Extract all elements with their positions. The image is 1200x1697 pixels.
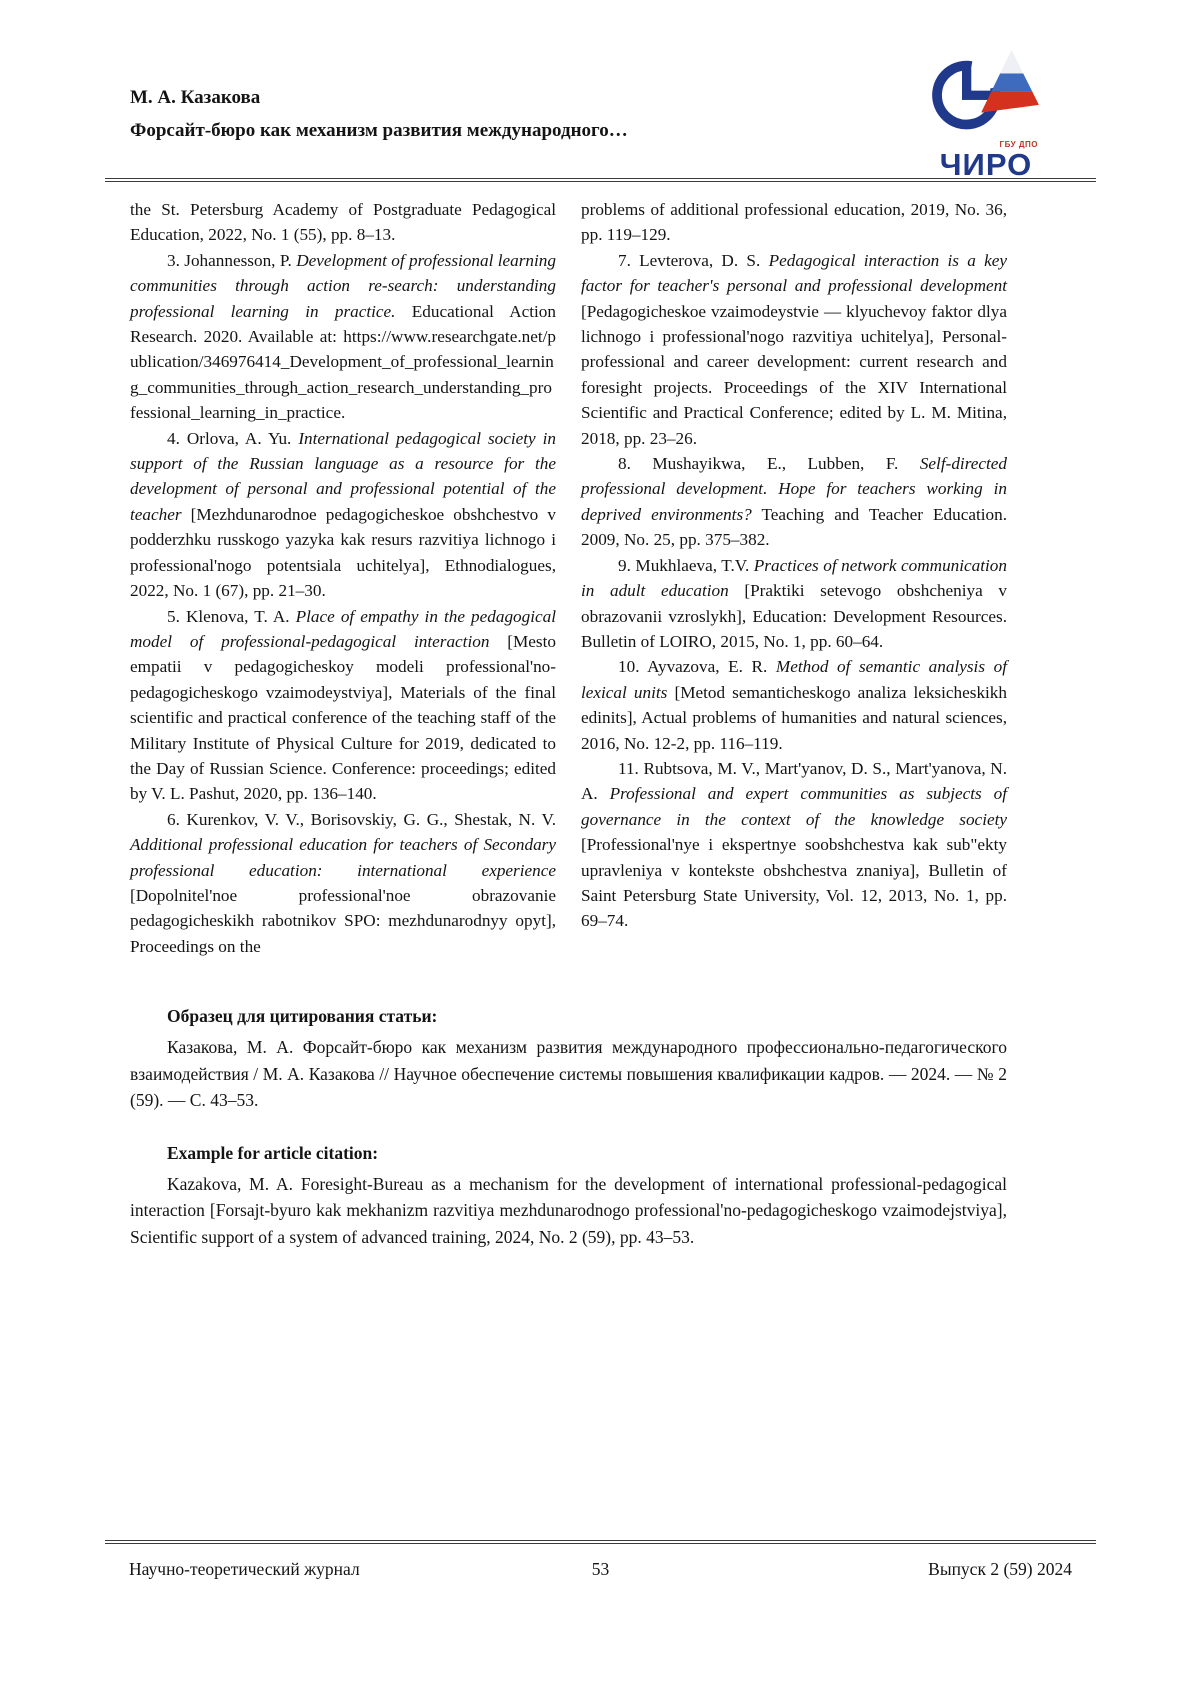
running-title: Форсайт-бюро как механизм развития международного… bbox=[130, 120, 628, 141]
journal-type: Научно-теоретический журнал bbox=[129, 1559, 360, 1579]
reference-text-segment: [Mezhdunarodnoe pedagogicheskoe obshchestvo v podderzhku russkogo yazyka kak resurs razvitiya lichnogo i professional'nogo potentsiala uchitelya], Ethnodialogues, 2022, No. 1 (67), pp. 21–30. bbox=[130, 504, 556, 601]
page-number: 53 bbox=[591, 1559, 610, 1579]
logo-subtext: ГБУ ДПО bbox=[999, 140, 1038, 149]
reference-paragraph bbox=[581, 553, 1007, 655]
letter-l-mark bbox=[962, 69, 993, 100]
references-right-column bbox=[581, 197, 1007, 959]
citation-heading-ru: Образец для цитирования статьи: bbox=[167, 1006, 438, 1027]
sail-flag-icon bbox=[976, 48, 1045, 115]
reference-text-segment: [Praktiki setevogo obshcheniya v obrazovanii vzroslykh], Education: Development Resources. Bulletin of LOIRO, 2015, No. 1, pp. 60–64. bbox=[581, 581, 1007, 651]
reference-text-segment: [Dopolnitel'noe professional'noe obrazovanie pedagogicheskikh rabotnikov SPO: mezhdunarodnyy opyt], Proceedings on the bbox=[130, 885, 556, 956]
reference-title-italic: Practices of network communication in adult education bbox=[581, 555, 1007, 601]
author-name: М. А. Казакова bbox=[130, 87, 261, 108]
header-divider bbox=[105, 178, 1096, 182]
reference-text-segment: problems of additional professional education, 2019, No. 36, pp. 119–129. bbox=[581, 200, 1007, 245]
citation-example-ru bbox=[130, 1003, 1007, 1114]
reference-title-italic: Development of professional learning communities through action re-search: understanding professional learning in practice. bbox=[130, 250, 556, 321]
reference-paragraph bbox=[130, 604, 556, 807]
institute-logo bbox=[926, 48, 1046, 181]
references-section bbox=[130, 197, 1007, 959]
reference-text-segment: [Professional'nye i ekspertnye soobshchestva kak sub"ekty upravleniya v kontekste obshchestva znaniya], Bulletin of Saint Petersburg State University, Vol. 12, 2013, No. 1, pp. 69–74. bbox=[581, 835, 1007, 931]
reference-paragraph bbox=[581, 654, 1007, 756]
citation-text-en: Kazakova, M. A. Foresight-Bureau as a mechanism for the development of international professional-pedagogical interaction [Forsajt-byuro kak mekhanizm razvitiya mezhdunarodnogo professional'no-pedagogicheskogo vzaimodejstviya], Scientific support of a system of advanced training, 2024, No. 2 (59), pp. 43–53. bbox=[130, 1173, 1007, 1247]
logo-emblem-icon bbox=[927, 48, 1045, 146]
reference-text-segment: 10. Ayvazova, E. R. bbox=[618, 657, 776, 677]
references-left-column bbox=[130, 197, 556, 959]
logo-title: ЧИРО bbox=[939, 147, 1033, 182]
issue-info: Выпуск 2 (59) 2024 bbox=[928, 1559, 1072, 1579]
reference-text-segment: 9. Mukhlaeva, T.V. bbox=[618, 555, 754, 575]
reference-text-segment: [Pedagogicheskoe vzaimodeystvie — klyuchevoy faktor dlya lichnogo i professional'nogo razvitiya uchitelya], Personal-professional and career development: current research and foresight projects. Proceedings of the XIV International Scientific and Practical Conference; edited by L. M. Mitina, 2018, pp. 23–26. bbox=[581, 301, 1007, 448]
reference-title-italic: Method of semantic analysis of lexical units bbox=[581, 657, 1007, 702]
reference-text-segment: Teaching and Teacher Education. 2009, No. 25, pp. 375–382. bbox=[581, 504, 1007, 550]
reference-url-link[interactable]: https://www.researchgate.net/publication/346976414_Development_of_professional_learning_communities_through_action_research_understanding_professional_learning_in_practice. bbox=[130, 327, 556, 423]
reference-paragraph bbox=[130, 807, 556, 959]
reference-title-italic: International pedagogical society in support of the Russian language as a resource for the development of personal and professional potential of the teacher bbox=[130, 428, 556, 524]
page-header bbox=[130, 86, 900, 143]
reference-text-segment: 3. Johannesson, P. bbox=[167, 250, 297, 270]
reference-paragraph bbox=[581, 451, 1007, 553]
reference-title-italic: Professional and expert communities as subjects of governance in the context of the knowledge society bbox=[581, 784, 1007, 829]
footer-row bbox=[105, 1557, 1096, 1581]
reference-text-segment: 4. Orlova, A. Yu. bbox=[167, 428, 299, 448]
reference-paragraph bbox=[130, 197, 556, 248]
footer-divider bbox=[105, 1540, 1096, 1544]
reference-text-segment: 5. Klenova, T. A. bbox=[167, 606, 296, 626]
reference-paragraph bbox=[581, 756, 1007, 934]
reference-paragraph bbox=[581, 248, 1007, 451]
reference-title-italic: Pedagogical interaction is a key factor for teacher's personal and professional development bbox=[581, 250, 1007, 296]
reference-paragraph bbox=[130, 426, 556, 604]
citation-text-ru: Казакова, М. А. Форсайт-бюро как механизм развития международного профессионально-педагогического взаимодействия / М. А. Казакова // Научное обеспечение системы повышения квалификации кадров. — 2024. — № 2 (59). — С. 43–53. bbox=[130, 1037, 1007, 1111]
reference-paragraph bbox=[130, 248, 556, 426]
reference-text-segment: 6. Kurenkov, V. V., Borisovskiy, G. G., Shestak, N. V. bbox=[167, 809, 556, 829]
page-footer bbox=[105, 1540, 1096, 1581]
reference-title-italic: Additional professional education for teachers of Secondary professional education: international experience bbox=[130, 835, 556, 880]
reference-text-segment: Educational Action Research. 2020. Available at: bbox=[130, 301, 556, 347]
citation-heading-en: Example for article citation: bbox=[167, 1142, 379, 1163]
page-content bbox=[130, 197, 1007, 1250]
reference-text-segment: [Metod semanticheskogo analiza leksicheskikh edinits], Actual problems of humanities and natural sciences, 2016, No. 12-2, pp. 116–119. bbox=[581, 682, 1007, 753]
reference-text-segment: 8. Mushayikwa, E., Lubben, F. bbox=[618, 454, 920, 474]
reference-text-segment: the St. Petersburg Academy of Postgraduate Pedagogical Education, 2022, No. 1 (55), pp. 8–13. bbox=[130, 200, 556, 245]
reference-text-segment: 11. Rubtsova, M. V., Mart'yanov, D. S., Mart'yanova, N. A. bbox=[581, 758, 1007, 804]
reference-text-segment: 7. Levterova, D. S. bbox=[618, 250, 769, 270]
reference-title-italic: Self-directed professional development. Hope for teachers working in deprived environments? bbox=[581, 454, 1007, 524]
reference-title-italic: Place of empathy in the pedagogical model of professional-pedagogical interaction bbox=[130, 606, 556, 651]
reference-text-segment: [Mesto empatii v pedagogicheskoy modeli professional'no-pedagogicheskogo vzaimodeystviya], Materials of the final scientific and practical conference of the teaching staff of the Military Institute of Physical Culture for 2019, dedicated to the Day of Russian Science. Conference: proceedings; edited by V. L. Pashut, 2020, pp. 136–140. bbox=[130, 631, 556, 804]
citation-example-en bbox=[130, 1140, 1007, 1251]
reference-paragraph bbox=[581, 197, 1007, 248]
